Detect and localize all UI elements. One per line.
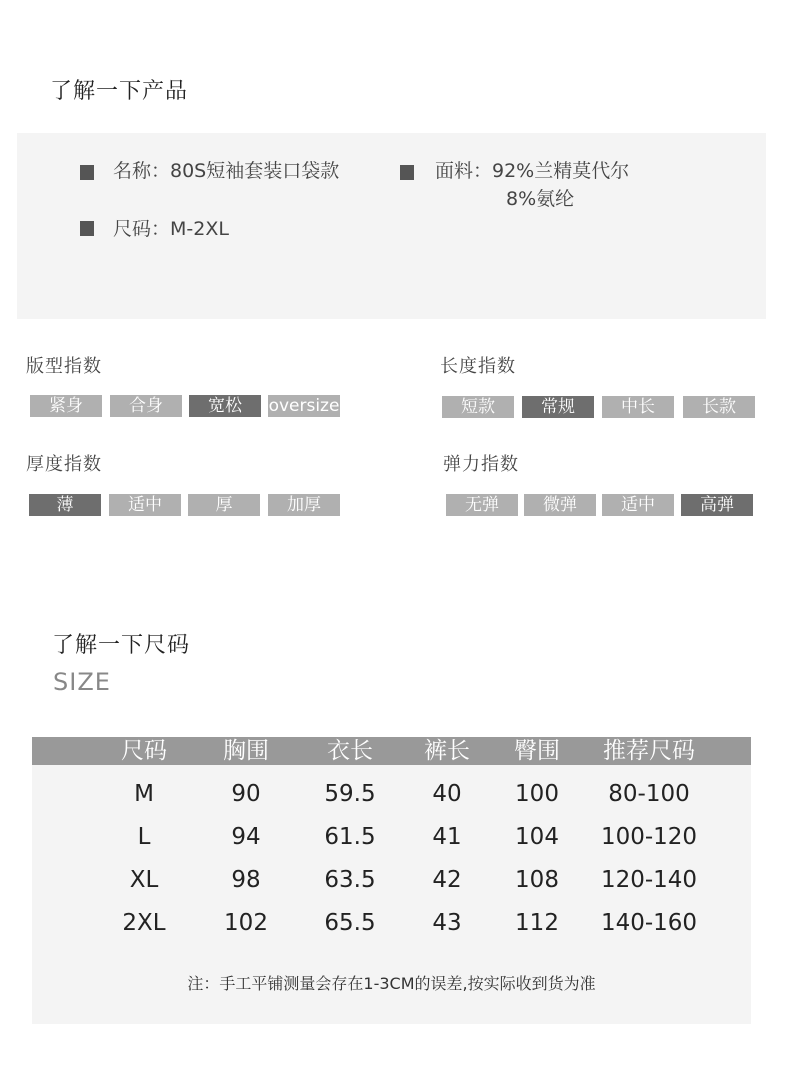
table-row <box>32 774 751 814</box>
size-table-cell: 98 <box>231 867 261 893</box>
size-section-title: 了解一下尺码 <box>52 633 191 658</box>
size-table-header-cell: 臀围 <box>514 738 560 764</box>
size-table-cell: 100 <box>515 781 559 807</box>
bullet-square-icon <box>80 165 94 180</box>
elasticity-option-tag: 无弹 <box>446 494 518 516</box>
product-fabric-line2: 8%氨纶 <box>506 188 575 210</box>
measurement-note: 注：手工平铺测量会存在1-3CM的误差,按实际收到货为准 <box>187 974 596 993</box>
length-option-tag: 常规 <box>522 396 594 418</box>
size-table-cell: 41 <box>432 824 462 850</box>
size-table-cell: 108 <box>515 867 559 893</box>
size-table-header-cell: 衣长 <box>327 738 373 764</box>
size-table-cell: L <box>137 824 151 850</box>
size-table-cell: 90 <box>231 781 261 807</box>
size-table-cell: 120-140 <box>600 867 698 893</box>
product-info-panel <box>17 133 766 319</box>
fit-option-tag: 合身 <box>110 395 182 417</box>
thickness-index-title: 厚度指数 <box>26 454 102 475</box>
size-table-cell: 59.5 <box>324 781 376 807</box>
product-name: 名称：80S短袖套装口袋款 <box>113 160 340 182</box>
size-table-cell: 2XL <box>122 910 166 936</box>
fit-option-tag: oversize <box>268 396 340 416</box>
table-row <box>32 860 751 900</box>
length-index-title: 长度指数 <box>440 356 516 377</box>
size-table-cell: 40 <box>432 781 462 807</box>
size-table-cell: 104 <box>515 824 559 850</box>
elasticity-option-tag: 高弹 <box>681 494 753 516</box>
size-table-header <box>32 737 751 765</box>
elasticity-option-tag: 微弹 <box>524 494 596 516</box>
size-table <box>32 737 751 1024</box>
length-option-tag: 长款 <box>683 396 755 418</box>
elasticity-option-tag: 适中 <box>602 494 674 516</box>
length-option-tag: 中长 <box>602 396 674 418</box>
size-table-cell: 61.5 <box>324 824 376 850</box>
bullet-square-icon <box>400 165 414 180</box>
size-section-subtitle: SIZE <box>53 668 111 696</box>
size-table-cell: 43 <box>432 910 462 936</box>
size-table-cell: M <box>134 781 154 807</box>
size-table-header-cell: 尺码 <box>121 738 167 764</box>
fit-option-tag: 宽松 <box>189 395 261 417</box>
size-table-header-cell: 胸围 <box>223 738 269 764</box>
size-table-header-cell: 推荐尺码 <box>603 738 695 764</box>
size-table-cell: 63.5 <box>324 867 376 893</box>
size-table-cell: 94 <box>231 824 261 850</box>
fit-option-tag: 紧身 <box>30 395 102 417</box>
size-table-cell: XL <box>129 867 159 893</box>
table-row <box>32 903 751 943</box>
size-table-cell: 80-100 <box>608 781 690 807</box>
size-table-cell: 140-160 <box>600 910 698 936</box>
product-section-title: 了解一下产品 <box>50 79 189 104</box>
bullet-square-icon <box>80 221 94 236</box>
thickness-option-tag: 薄 <box>29 494 101 516</box>
size-table-header-cell: 裤长 <box>424 738 470 764</box>
elasticity-index-title: 弹力指数 <box>443 454 519 475</box>
size-table-cell: 42 <box>432 867 462 893</box>
size-table-cell: 102 <box>224 910 268 936</box>
size-table-cell: 100-120 <box>600 824 698 850</box>
fit-index-title: 版型指数 <box>26 356 102 377</box>
thickness-option-tag: 厚 <box>188 494 260 516</box>
size-table-cell: 112 <box>515 910 559 936</box>
thickness-option-tag: 适中 <box>109 494 181 516</box>
product-size-range: 尺码：M-2XL <box>113 218 229 240</box>
product-fabric-line1: 面料：92%兰精莫代尔 <box>435 160 630 182</box>
table-row <box>32 817 751 857</box>
thickness-option-tag: 加厚 <box>268 494 340 516</box>
size-table-cell: 65.5 <box>324 910 376 936</box>
length-option-tag: 短款 <box>442 396 514 418</box>
